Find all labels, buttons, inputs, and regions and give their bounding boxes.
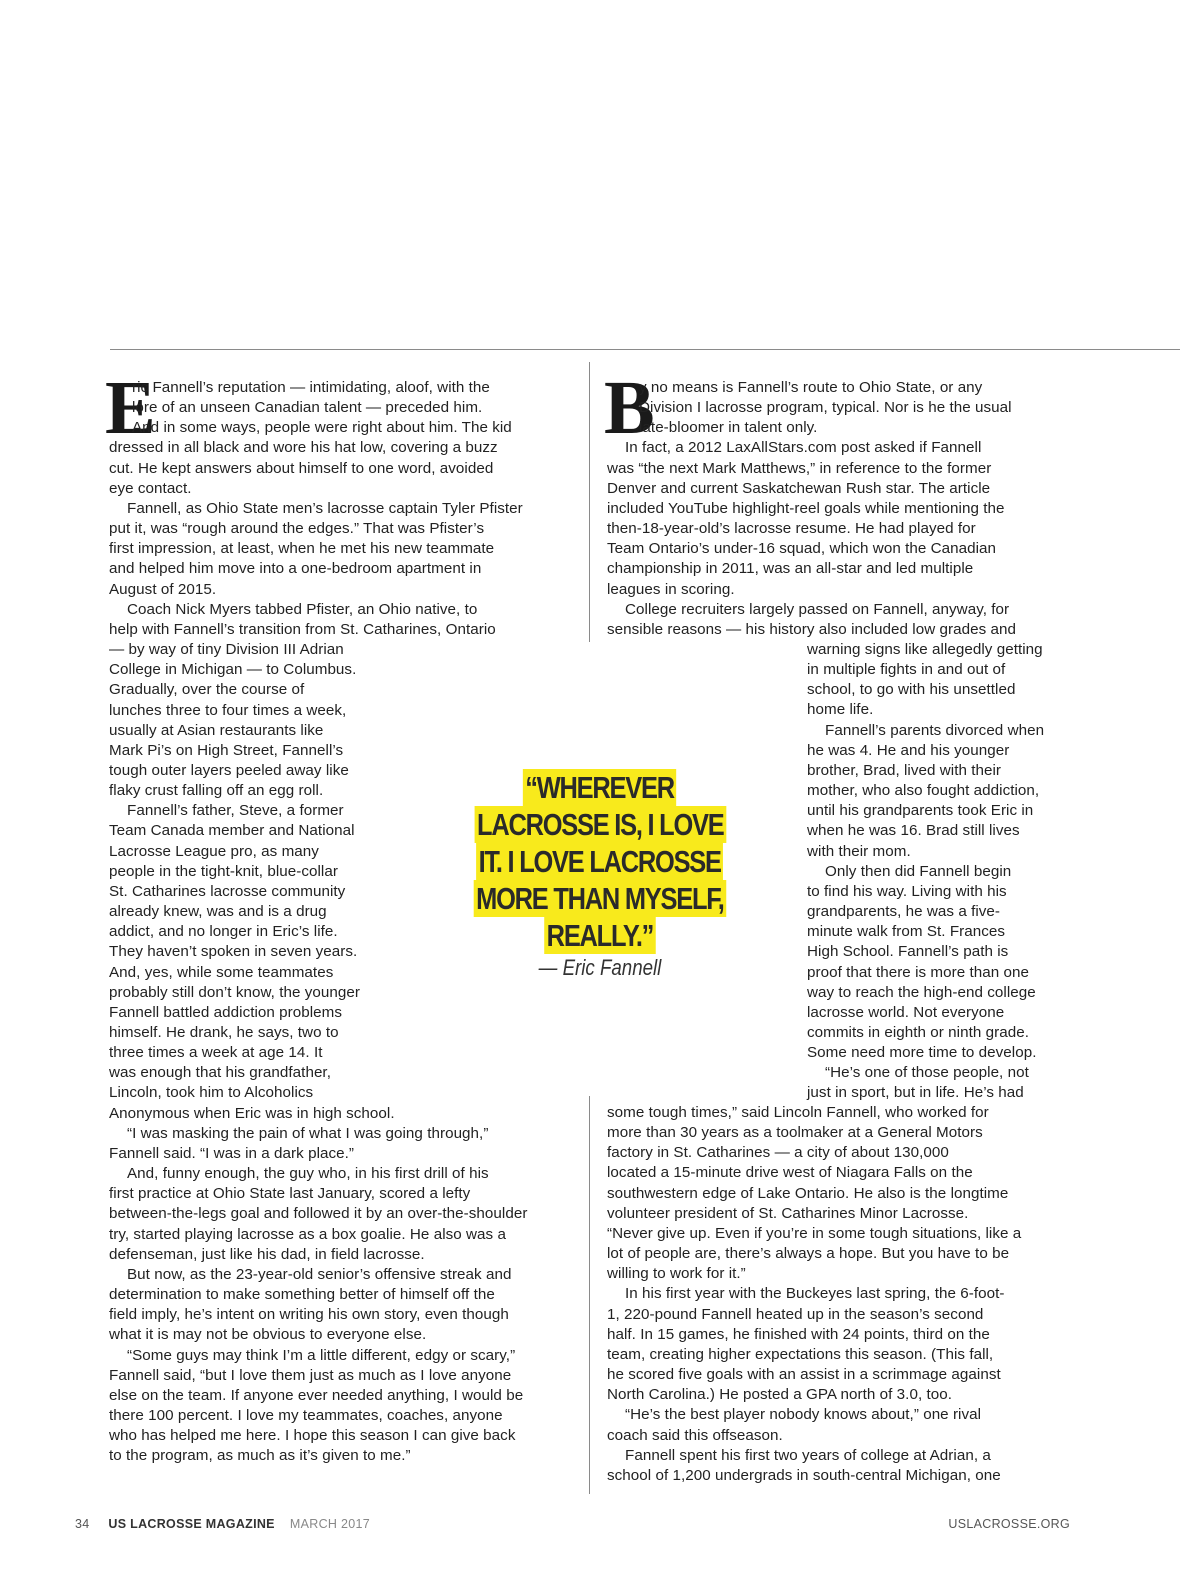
text-line: defenseman, just like his dad, in field lacrosse. [109,1245,425,1263]
text-line: else on the team. If anyone ever needed anything, I would be [109,1386,524,1404]
drop-cap-e: E [105,366,156,450]
text-line: people in the tight-knit, blue-collar [109,862,338,880]
text-line: minute walk from St. Frances [807,923,1006,941]
text-line: St. Catharines lacrosse community [109,882,346,900]
footer-left [75,1517,370,1531]
text-line: school, to go with his unsettled [807,681,1016,699]
issue-date: MARCH 2017 [289,1517,371,1531]
text-line: August of 2015. [109,580,217,598]
text-line: lacrosse world. Not everyone [807,1003,1005,1021]
text-line: North Carolina.) He posted a GPA north of 3.0, too. [607,1386,953,1404]
text-line: 1, 220-pound Fannell heated up in the season’s second [607,1305,984,1323]
text-line: coach said this offseason. [607,1426,783,1444]
text-line: Lincoln, took him to Alcoholics [109,1084,314,1102]
article-column-right-bottom [607,1103,1077,1486]
text-line: to the program, as much as it’s given to me.” [109,1447,411,1465]
text-line: southwestern edge of Lake Ontario. He also is the longtime [607,1184,1009,1202]
text-line: flaky crust falling off an egg roll. [109,782,324,800]
text-line: addict, and no longer in Eric’s life. [109,923,338,941]
text-line: was “the next Mark Matthews,” in reference to the former [607,459,992,477]
text-line: to find his way. Living with his [807,882,1007,900]
drop-cap-b: B [604,366,655,450]
text-line: proof that there is more than one [807,963,1030,981]
text-line: first impression, at least, when he met his new teammate [109,540,495,558]
page-number: 34 [75,1517,90,1531]
text-line: field imply, he’s intent on writing his own story, even though [109,1306,509,1324]
text-line: some tough times,” said Lincoln Fannell, who worked for [607,1104,989,1121]
top-rule [110,349,1180,350]
text-line: Team Canada member and National [109,822,355,840]
text-line: dressed in all black and wore his hat low, covering a buzz [109,439,498,457]
text-line: there 100 percent. I love my teammates, coaches, anyone [109,1406,503,1424]
text-line: warning signs like allegedly getting [807,641,1043,658]
text-line: and helped him move into a one-bedroom apartment in [109,560,482,578]
text-line: included YouTube highlight-reel goals while mentioning the [607,499,1005,517]
text-line: Fannell said. “I was in a dark place.” [109,1144,355,1162]
text-line: “He’s one of those people, not [825,1064,1029,1082]
text-line: volunteer president of St. Catharines Minor Lacrosse. [607,1204,969,1222]
text-line: Fannell, as Ohio State men’s lacrosse captain Tyler Pfister [127,499,523,517]
pull-quote-line: IT. I LOVE LACROSSE [476,843,723,880]
text-line: Fannell said, “but I love them just as much as I love anyone [109,1366,512,1384]
text-line: was enough that his grandfather, [109,1064,331,1082]
text-line: Denver and current Saskatchewan Rush star. The article [607,479,991,497]
text-line: factory in St. Catharines — a city of about 130,000 [607,1144,949,1162]
text-line: cut. He kept answers about himself to one word, avoided [109,459,494,477]
text-line: until his grandparents took Eric in [807,802,1034,820]
text-line: And in some ways, people were right about him. The kid [132,419,512,437]
text-line: try, started playing lacrosse as a box goalie. He also was a [109,1225,506,1243]
text-line: determination to make something better of himself off the [109,1286,495,1304]
pull-quote-attribution: — Eric Fannell [538,955,662,980]
text-line: sensible reasons — his history also included low grades and [607,620,1017,638]
text-line: probably still don’t know, the younger [109,983,360,1001]
text-line: just in sport, but in life. He’s had [807,1084,1024,1102]
text-line: half. In 15 games, he finished with 24 points, third on the [607,1325,990,1343]
pull-quote-line: LACROSSE IS, I LOVE [474,806,725,843]
pull-quote-line: MORE THAN MYSELF, [474,880,726,917]
text-line: leagues in scoring. [607,580,735,598]
text-line: eye contact. [109,479,192,497]
website-link[interactable]: USLACROSSE.ORG [948,1517,1070,1531]
text-line: tough outer layers peeled away like [109,761,349,779]
text-line: But now, as the 23-year-old senior’s offensive streak and [127,1265,512,1283]
text-line: grandparents, he was a five- [807,903,1001,921]
text-line: who has helped me here. I hope this season I can give back [109,1427,516,1445]
text-line: mother, who also fought addiction, [807,782,1040,800]
text-line: team, creating higher expectations this season. (This fall, [607,1345,994,1363]
text-line: ric Fannell’s reputation — intimidating, aloof, with the [132,379,490,396]
text-line: located a 15-minute drive west of Niagara Falls on the [607,1164,973,1182]
text-line: he was 4. He and his younger [807,741,1010,759]
text-line: lunches three to four times a week, [109,701,347,719]
text-line: College recruiters largely passed on Fannell, anyway, for [625,600,1010,618]
text-line: Lacrosse League pro, as many [109,842,319,860]
article-column-right-narrow [807,640,1077,1104]
text-line: Fannell’s parents divorced when [825,721,1045,739]
text-line: “Never give up. Even if you’re in some tough situations, like a [607,1224,1022,1242]
text-line: himself. He drank, he says, two to [109,1024,339,1041]
text-line: way to reach the high-end college [807,983,1036,1001]
text-line: Fannell’s father, Steve, a former [127,802,344,820]
text-line: then-18-year-old’s lacrosse resume. He had played for [607,520,976,538]
text-line: “I was masking the pain of what I was going through,” [127,1124,489,1142]
text-line: with their mom. [807,842,911,860]
text-line: In fact, a 2012 LaxAllStars.com post asked if Fannell [625,439,982,457]
text-line: And, yes, while some teammates [109,963,334,981]
text-line: Team Ontario’s under-16 squad, which won the Canadian [607,540,997,558]
text-line: Coach Nick Myers tabbed Pfister, an Ohio native, to [127,600,478,618]
pull-quote-line: “WHEREVER [523,769,676,806]
text-line: College in Michigan — to Columbus. [109,661,357,679]
text-line: lot of people are, there’s always a hope. But you have to be [607,1245,1010,1263]
text-line: Division I lacrosse program, typical. Nor is he the usual [639,399,1012,417]
text-line: first practice at Ohio State last January, scored a lefty [109,1185,471,1203]
text-line: help with Fannell’s transition from St. Catharines, Ontario [109,620,496,638]
text-line: Fannell battled addiction problems [109,1003,343,1021]
text-line: he scored five goals with an assist in a scrimmage against [607,1366,1001,1384]
text-line: y no means is Fannell’s route to Ohio State, or any [639,379,983,396]
text-line: between-the-legs goal and followed it by an over-the-shoulder [109,1205,528,1223]
magazine-title: US LACROSSE MAGAZINE [108,1517,275,1531]
text-line: Anonymous when Eric was in high school. [109,1104,395,1122]
text-line: They haven’t spoken in seven years. [109,943,358,961]
text-line: And, funny enough, the guy who, in his first drill of his [127,1165,489,1183]
text-line: school of 1,200 undergrads in south-central Michigan, one [607,1466,1001,1484]
text-line: “Some guys may think I’m a little different, edgy or scary,” [127,1346,516,1364]
text-line: Only then did Fannell begin [825,862,1012,880]
pull-quote [440,768,760,981]
text-line: when he was 16. Brad still lives [807,822,1020,840]
text-line: “He’s the best player nobody knows about,” one rival [625,1406,982,1424]
text-line: — by way of tiny Division III Adrian [109,641,344,659]
text-line: lore of an unseen Canadian talent — preceded him. [132,399,483,417]
text-line: willing to work for it.” [607,1265,746,1283]
text-line: what it is may not be obvious to everyone else. [109,1326,427,1344]
text-line: Some need more time to develop. [807,1044,1037,1062]
text-line: In his first year with the Buckeyes last spring, the 6-foot- [625,1285,1005,1303]
article-column-right [607,378,1077,640]
text-line: Gradually, over the course of [109,681,305,699]
text-line: High School. Fannell’s path is [807,943,1009,961]
column-divider [589,1096,590,1494]
text-line: commits in eighth or ninth grade. [807,1023,1029,1041]
text-line: late-bloomer in talent only. [639,419,818,437]
text-line: three times a week at age 14. It [109,1044,323,1062]
text-line: more than 30 years as a toolmaker at a General Motors [607,1124,983,1142]
text-line: Fannell spent his first two years of college at Adrian, a [625,1446,991,1464]
text-line: already knew, was and is a drug [109,903,327,921]
text-line: put it, was “rough around the edges.” That was Pfister’s [109,520,485,538]
text-line: in multiple fights in and out of [807,661,1006,679]
text-line: home life. [807,701,874,719]
text-line: brother, Brad, lived with their [807,761,1002,779]
pull-quote-line: REALLY.” [544,917,655,954]
text-line: usually at Asian restaurants like [109,721,324,739]
column-divider [589,362,590,642]
text-line: championship in 2011, was an all-star and led multiple [607,560,974,578]
text-line: Mark Pi’s on High Street, Fannell’s [109,741,344,759]
